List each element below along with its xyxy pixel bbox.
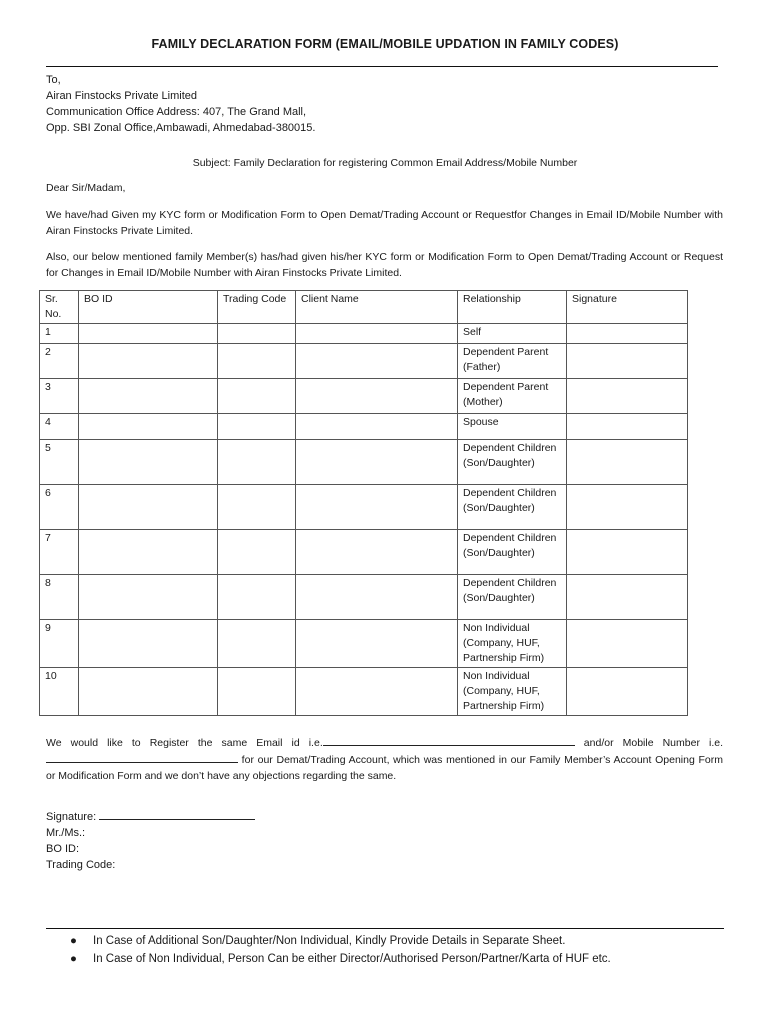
signature-cell[interactable] (567, 344, 688, 379)
client-name-cell[interactable] (296, 379, 458, 414)
trading-code-cell[interactable] (218, 485, 296, 530)
trading-code-cell[interactable] (218, 668, 296, 716)
sr-no-cell: 10 (40, 668, 79, 716)
table-row (40, 668, 688, 716)
registration-text-3: for our Demat/Trading Account, which was mentioned in our Family Member’s Account Opening Form or Modification Form and we don’t have any objections regarding the same. (46, 754, 723, 782)
relationship-cell: Dependent Parent (Father) (458, 344, 567, 379)
salutation: Dear Sir/Madam, (46, 182, 126, 194)
client-name-cell[interactable] (296, 324, 458, 344)
sr-no-cell: 2 (40, 344, 79, 379)
subject-line: Subject: Family Declaration for registering Common Email Address/Mobile Number (192, 157, 578, 169)
bo-id-cell[interactable] (79, 668, 218, 716)
trading-code-cell[interactable] (218, 379, 296, 414)
name-label: Mr./Ms.: (46, 827, 86, 839)
signature-cell[interactable] (567, 575, 688, 620)
sr-no-cell: 1 (40, 324, 79, 344)
relationship-cell: Dependent Children (Son/Daughter) (458, 530, 567, 575)
header-client-name: Client Name (296, 291, 458, 324)
table-row (40, 620, 688, 668)
header-trading-code: Trading Code (218, 291, 296, 324)
sr-no-cell: 9 (40, 620, 79, 668)
signature-blank[interactable] (99, 808, 255, 820)
sr-no-cell: 7 (40, 530, 79, 575)
relationship-cell: Dependent Parent (Mother) (458, 379, 567, 414)
client-name-cell[interactable] (296, 575, 458, 620)
table-row (40, 379, 688, 414)
client-name-cell[interactable] (296, 344, 458, 379)
client-name-cell[interactable] (296, 440, 458, 485)
table-row (40, 324, 688, 344)
signature-label: Signature: (46, 811, 97, 823)
table-row (40, 414, 688, 440)
relationship-cell: Self (458, 324, 567, 344)
sr-no-cell: 5 (40, 440, 79, 485)
address-company: Airan Finstocks Private Limited (46, 90, 197, 102)
registration-text-1: We would like to Register the same Email id i.e. (46, 737, 323, 749)
header-signature: Signature (567, 291, 688, 324)
bullet-icon: ● (70, 935, 77, 947)
bo-id-cell[interactable] (79, 575, 218, 620)
relationship-cell: Dependent Children (Son/Daughter) (458, 575, 567, 620)
relationship-cell: Dependent Children (Son/Daughter) (458, 485, 567, 530)
signature-cell[interactable] (567, 379, 688, 414)
header-bo-id: BO ID (79, 291, 218, 324)
family-members-table (39, 290, 688, 716)
sr-no-cell: 8 (40, 575, 79, 620)
notes-list (70, 932, 611, 968)
signature-cell[interactable] (567, 440, 688, 485)
title-divider (46, 66, 718, 67)
paragraph-1: We have/had Given my KYC form or Modification Form to Open Demat/Trading Account or Requestfor Changes in Email ID/Mobile Number with Airan Finstocks Private Limited. (46, 209, 723, 237)
trading-code-cell[interactable] (218, 324, 296, 344)
trading-code-cell[interactable] (218, 530, 296, 575)
relationship-cell: Non Individual (Company, HUF, Partnership Firm) (458, 620, 567, 668)
bo-id-cell[interactable] (79, 324, 218, 344)
bo-id-label: BO ID: (46, 843, 80, 855)
note-text: In Case of Non Individual, Person Can be either Director/Authorised Person/Partner/Karta of HUF etc. (93, 953, 611, 965)
sr-no-cell: 6 (40, 485, 79, 530)
bullet-icon: ● (70, 953, 77, 965)
trading-code-cell[interactable] (218, 344, 296, 379)
email-blank[interactable] (323, 734, 575, 746)
sr-no-cell: 3 (40, 379, 79, 414)
bo-id-cell[interactable] (79, 530, 218, 575)
address-to: To, (46, 74, 61, 86)
bo-id-cell[interactable] (79, 344, 218, 379)
client-name-cell[interactable] (296, 620, 458, 668)
signature-cell[interactable] (567, 530, 688, 575)
sr-no-cell: 4 (40, 414, 79, 440)
trading-code-cell[interactable] (218, 414, 296, 440)
header-relationship: Relationship (458, 291, 567, 324)
signature-cell[interactable] (567, 485, 688, 530)
bo-id-cell[interactable] (79, 485, 218, 530)
signature-cell[interactable] (567, 668, 688, 716)
client-name-cell[interactable] (296, 485, 458, 530)
signature-cell[interactable] (567, 620, 688, 668)
table-row (40, 440, 688, 485)
client-name-cell[interactable] (296, 530, 458, 575)
note-text: In Case of Additional Son/Daughter/Non Individual, Kindly Provide Details in Separate Sheet. (93, 935, 566, 947)
table-row (40, 575, 688, 620)
registration-paragraph (46, 734, 723, 784)
bo-id-cell[interactable] (79, 440, 218, 485)
relationship-cell: Non Individual (Company, HUF, Partnership Firm) (458, 668, 567, 716)
trading-code-cell[interactable] (218, 575, 296, 620)
table-row (40, 530, 688, 575)
signature-block (46, 808, 255, 873)
note-item (70, 950, 611, 968)
signature-cell[interactable] (567, 414, 688, 440)
table-row (40, 344, 688, 379)
note-item (70, 932, 611, 950)
address-line-2: Opp. SBI Zonal Office,Ambawadi, Ahmedabad-380015. (46, 122, 316, 134)
bo-id-cell[interactable] (79, 414, 218, 440)
registration-text-2: and/or Mobile Number i.e. (574, 737, 723, 749)
table-row (40, 485, 688, 530)
table-header-row (40, 291, 688, 324)
mobile-blank[interactable] (46, 751, 238, 763)
header-sr-no: Sr. No. (40, 291, 79, 324)
trading-code-cell[interactable] (218, 440, 296, 485)
trading-code-label: Trading Code: (46, 859, 116, 871)
notes-divider (46, 928, 724, 929)
signature-cell[interactable] (567, 324, 688, 344)
bo-id-cell[interactable] (79, 379, 218, 414)
relationship-cell: Dependent Children (Son/Daughter) (458, 440, 567, 485)
bo-id-cell[interactable] (79, 620, 218, 668)
client-name-cell[interactable] (296, 414, 458, 440)
relationship-cell: Spouse (458, 414, 567, 440)
recipient-address (46, 72, 315, 136)
paragraph-2: Also, our below mentioned family Member(s) has/had given his/her KYC form or Modification Form to Open Demat/Trading Account or Request for Changes in Email ID/Mobile Number with Airan Finstocks Private Limited. (46, 251, 723, 279)
form-title: FAMILY DECLARATION FORM (EMAIL/MOBILE UPDATION IN FAMILY CODES) (151, 37, 619, 51)
client-name-cell[interactable] (296, 668, 458, 716)
trading-code-cell[interactable] (218, 620, 296, 668)
address-line-1: Communication Office Address: 407, The Grand Mall, (46, 106, 307, 118)
